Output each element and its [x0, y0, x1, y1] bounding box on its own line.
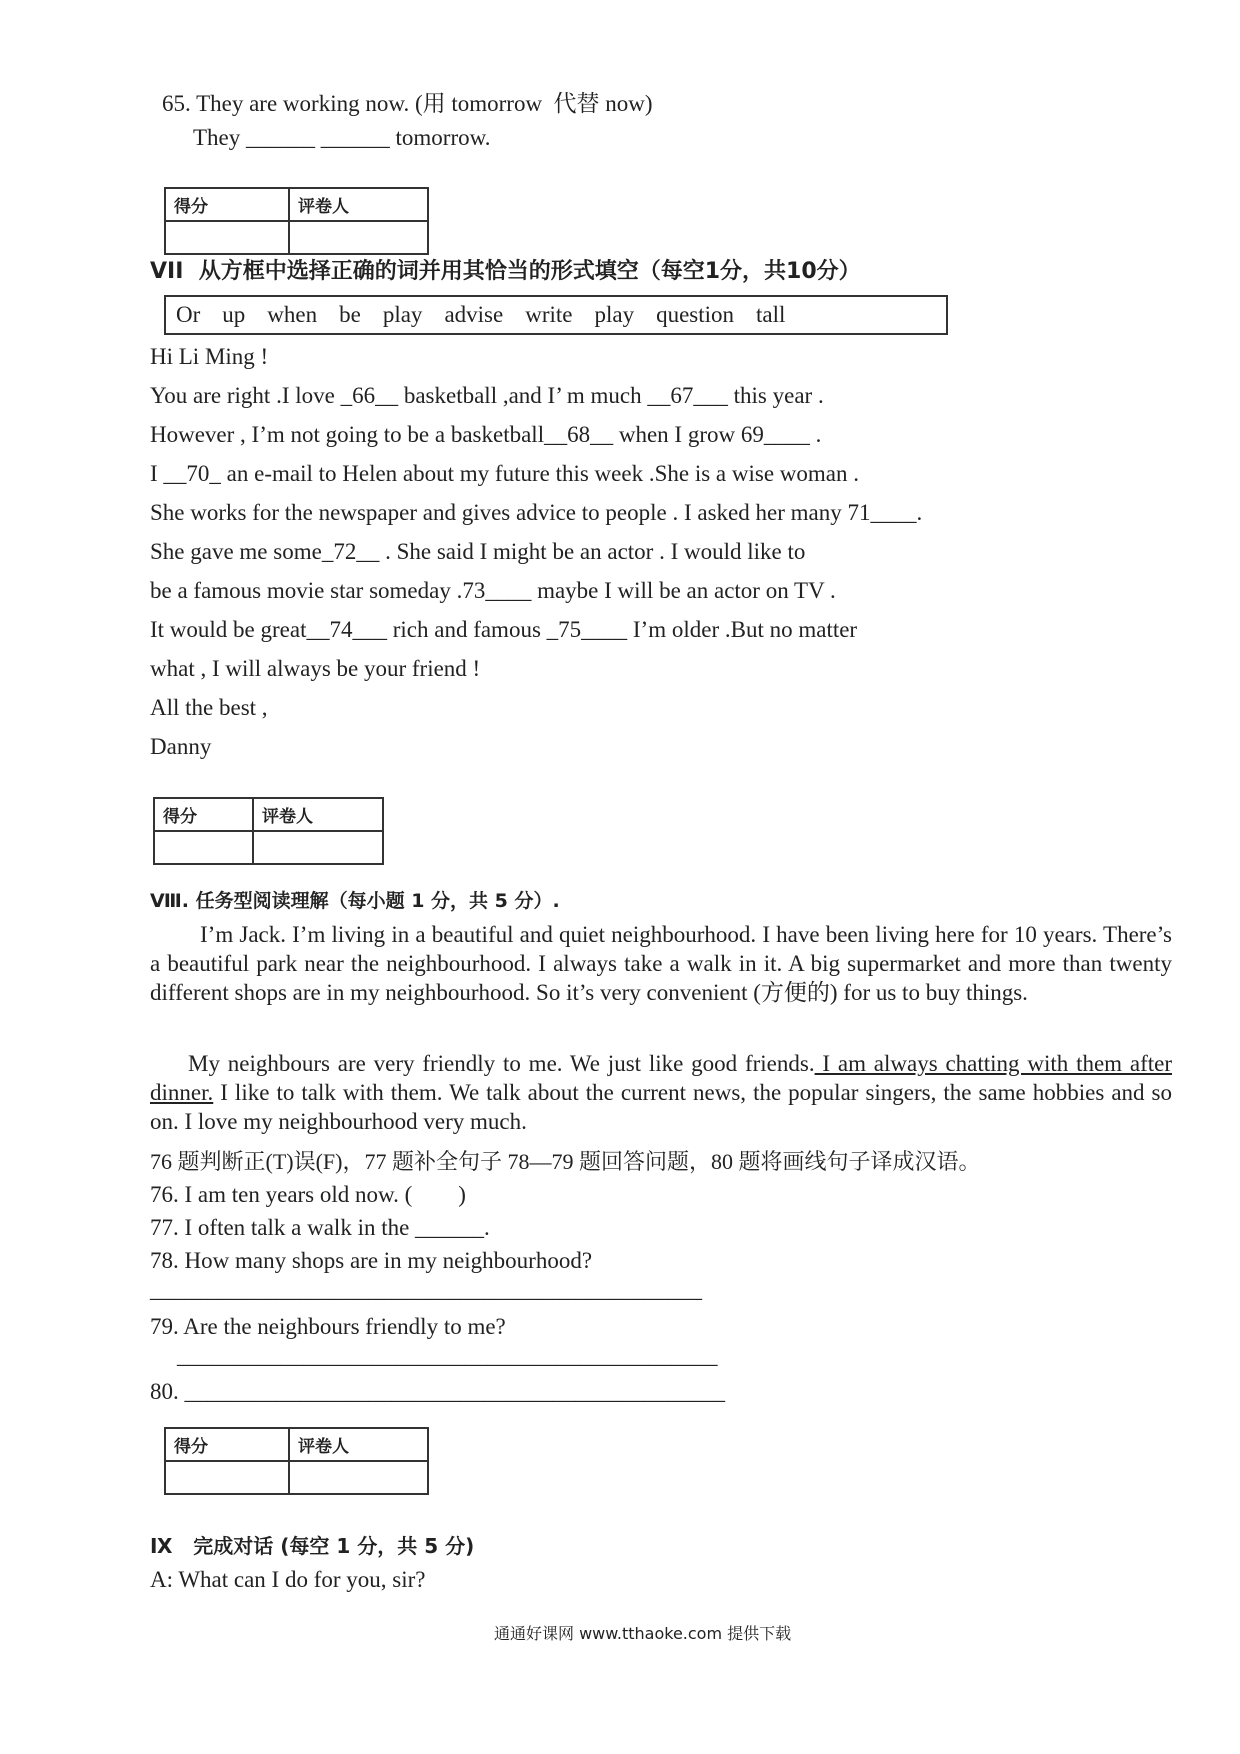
- section8-title: Ⅷ. 任务型阅读理解（每小题 1 分，共 5 分）.: [150, 890, 560, 912]
- letter-line: I __70_ an e-mail to Helen about my future this week .She is a wise woman .: [150, 461, 860, 486]
- letter-line: Hi Li Ming !: [150, 344, 269, 369]
- footer-credit: 通通好课网 www.tthaoke.com 提供下载: [494, 1624, 792, 1643]
- letter-line: All the best ,: [150, 695, 268, 720]
- question-80: 80. _______________________________________________: [150, 1379, 725, 1404]
- score-header: 得分: [165, 188, 289, 221]
- letter-line: However , I’m not going to be a basketball__68__ when I grow 69____ .: [150, 422, 822, 447]
- score-cell: [165, 221, 289, 254]
- grader-cell: [253, 831, 383, 864]
- score-header: 得分: [154, 798, 253, 831]
- question-77: 77. I often talk a walk in the ______.: [150, 1215, 490, 1240]
- reading-paragraph-2: [150, 1049, 1172, 1136]
- section8-instructions: 76 题判断正(T)误(F)，77 题补全句子 78—79 题回答问题，80 题将画线句子译成汉语。: [150, 1149, 981, 1174]
- letter-signature: Danny: [150, 734, 212, 759]
- grader-header: 评卷人: [289, 188, 428, 221]
- grader-header: 评卷人: [253, 798, 383, 831]
- word-item: tall: [756, 302, 786, 327]
- answer-line-79: _______________________________________________: [177, 1343, 718, 1368]
- score-table: [164, 187, 429, 255]
- letter-line: She works for the newspaper and gives advice to people . I asked her many 71____.: [150, 500, 923, 525]
- score-cell: [154, 831, 253, 864]
- word-item: advise: [444, 302, 504, 327]
- q65-line1: 65. They are working now. (用 tomorrow 代替 now): [162, 91, 653, 116]
- word-item: up: [222, 302, 246, 327]
- word-box: [164, 295, 948, 335]
- question-78: 78. How many shops are in my neighbourhood?: [150, 1248, 593, 1273]
- word-item: question: [656, 302, 735, 327]
- letter-line: be a famous movie star someday .73____ maybe I will be an actor on TV .: [150, 578, 836, 603]
- word-item: play: [594, 302, 635, 327]
- dialogue-line: A: What can I do for you, sir?: [150, 1567, 426, 1592]
- letter-line: She gave me some_72__ . She said I might be an actor . I would like to: [150, 539, 806, 564]
- score-cell: [165, 1461, 289, 1494]
- grader-cell: [289, 1461, 428, 1494]
- grader-cell: [289, 221, 428, 254]
- paragraph-text: My neighbours are very friendly to me. We just like good friends.: [188, 1051, 815, 1076]
- word-item: be: [339, 302, 361, 327]
- section9-title: Ⅸ 完成对话 (每空 1 分，共 5 分): [150, 1534, 475, 1558]
- word-item: when: [267, 302, 318, 327]
- score-table: [153, 797, 384, 865]
- section7-title: VII 从方框中选择正确的词并用其恰当的形式填空（每空1分，共10分）: [150, 259, 861, 284]
- grader-header: 评卷人: [289, 1428, 428, 1461]
- question-79: 79. Are the neighbours friendly to me?: [150, 1314, 506, 1339]
- word-item: play: [382, 302, 423, 327]
- answer-line-78: ________________________________________________: [150, 1277, 702, 1302]
- score-header: 得分: [165, 1428, 289, 1461]
- underlined-sentence: I am always chatting with them after dinner.: [150, 1051, 1172, 1105]
- letter-line: You are right .I love _66__ basketball ,and I’ m much __67___ this year .: [150, 383, 824, 408]
- letter-line: It would be great__74___ rich and famous _75____ I’m older .But no matter: [150, 617, 858, 642]
- word-item: Or: [176, 302, 201, 327]
- q65-line2: They ______ ______ tomorrow.: [193, 125, 491, 150]
- paragraph-text: I like to talk with them. We talk about the current news, the popular singers, the same hobbies and so on. I love my neighbourhood very much.: [150, 1080, 1172, 1134]
- word-item: write: [525, 302, 573, 327]
- question-76: 76. I am ten years old now. ( ): [150, 1182, 466, 1207]
- letter-line: what , I will always be your friend !: [150, 656, 481, 681]
- reading-paragraph-1: I’m Jack. I’m living in a beautiful and quiet neighbourhood. I have been living here for 10 years. There’s a beautiful park near the neighbourhood. I always take a walk in it. A big supermarket and more than twenty different shops are in my neighbourhood. So it’s very convenient (方便的) for us to buy things.: [150, 922, 1172, 1005]
- score-table: [164, 1427, 429, 1495]
